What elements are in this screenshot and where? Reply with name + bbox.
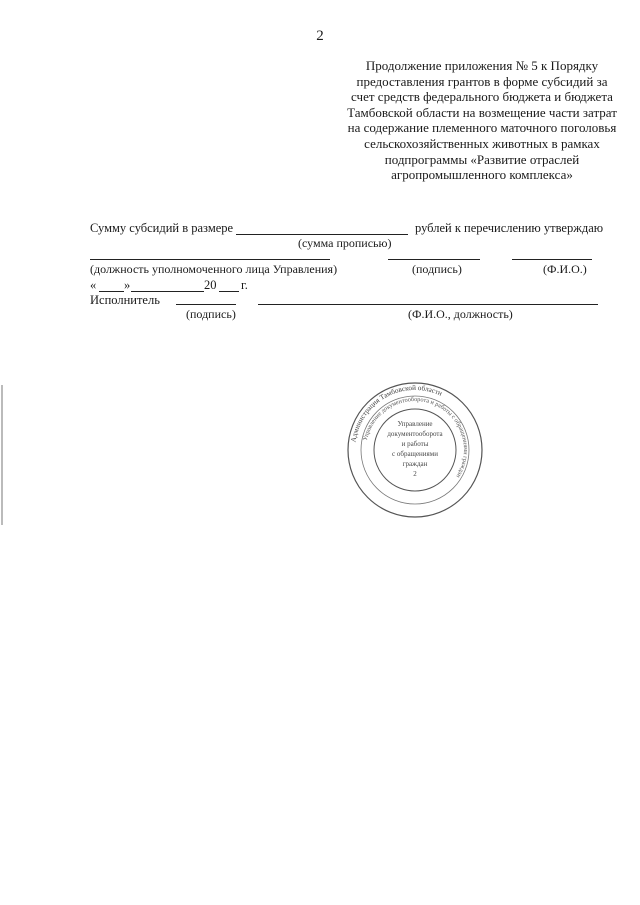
stamp-center-line3: и работы	[401, 440, 429, 448]
executor-label: Исполнитель	[90, 293, 160, 307]
stamp-center-line1: Управление	[397, 420, 433, 428]
page-number: 2	[316, 28, 324, 44]
official-stamp	[345, 380, 485, 520]
signature-caption: (подпись)	[412, 262, 462, 276]
date-month-line	[131, 291, 204, 292]
stamp-center-line4: с обращениями	[392, 450, 438, 458]
executor-signature-line	[176, 304, 236, 305]
date-year-suffix: г.	[241, 278, 248, 292]
date-close-quote: »	[124, 278, 131, 292]
stamp-outer-text: Администрация Тамбовской области	[349, 383, 444, 443]
amount-field-line	[236, 234, 408, 235]
executor-signature-caption: (подпись)	[186, 307, 236, 321]
stamp-center-line5: граждан	[402, 460, 428, 468]
date-year-prefix: 20	[204, 278, 217, 292]
approval-suffix: рублей к перечислению утверждаю	[415, 221, 604, 235]
amount-caption: (сумма прописью)	[298, 236, 392, 250]
date-year-line	[219, 291, 239, 292]
date-open-quote: «	[90, 278, 97, 292]
name-field-line	[512, 259, 592, 260]
executor-name-caption: (Ф.И.О., должность)	[408, 307, 513, 321]
stamp-center-number: 2	[413, 470, 417, 478]
executor-name-line	[258, 304, 598, 305]
stamp-middle-text: Управление документооборота и работы с обращениями граждан	[361, 395, 470, 480]
position-field-line	[90, 259, 330, 260]
scan-edge-mark	[1, 385, 3, 525]
name-caption: (Ф.И.О.)	[543, 262, 587, 276]
date-day-line	[99, 291, 124, 292]
approval-prefix: Сумму субсидий в размере	[90, 221, 234, 235]
appendix-header: Продолжение приложения № 5 к Порядку предоставления грантов в форме субсидий за счет средств федерального бюджета и бюджета Тамбовской области на возмещение части затрат на содержание племенного маточного поголовья сельскохозяйственных животных в рамках подпрограммы «Развитие отраслей агропромышленного комплекса»	[347, 58, 617, 183]
stamp-center-line2: документооборота	[387, 430, 443, 438]
signature-field-line	[388, 259, 480, 260]
position-caption: (должность уполномоченного лица Управления)	[90, 262, 338, 276]
